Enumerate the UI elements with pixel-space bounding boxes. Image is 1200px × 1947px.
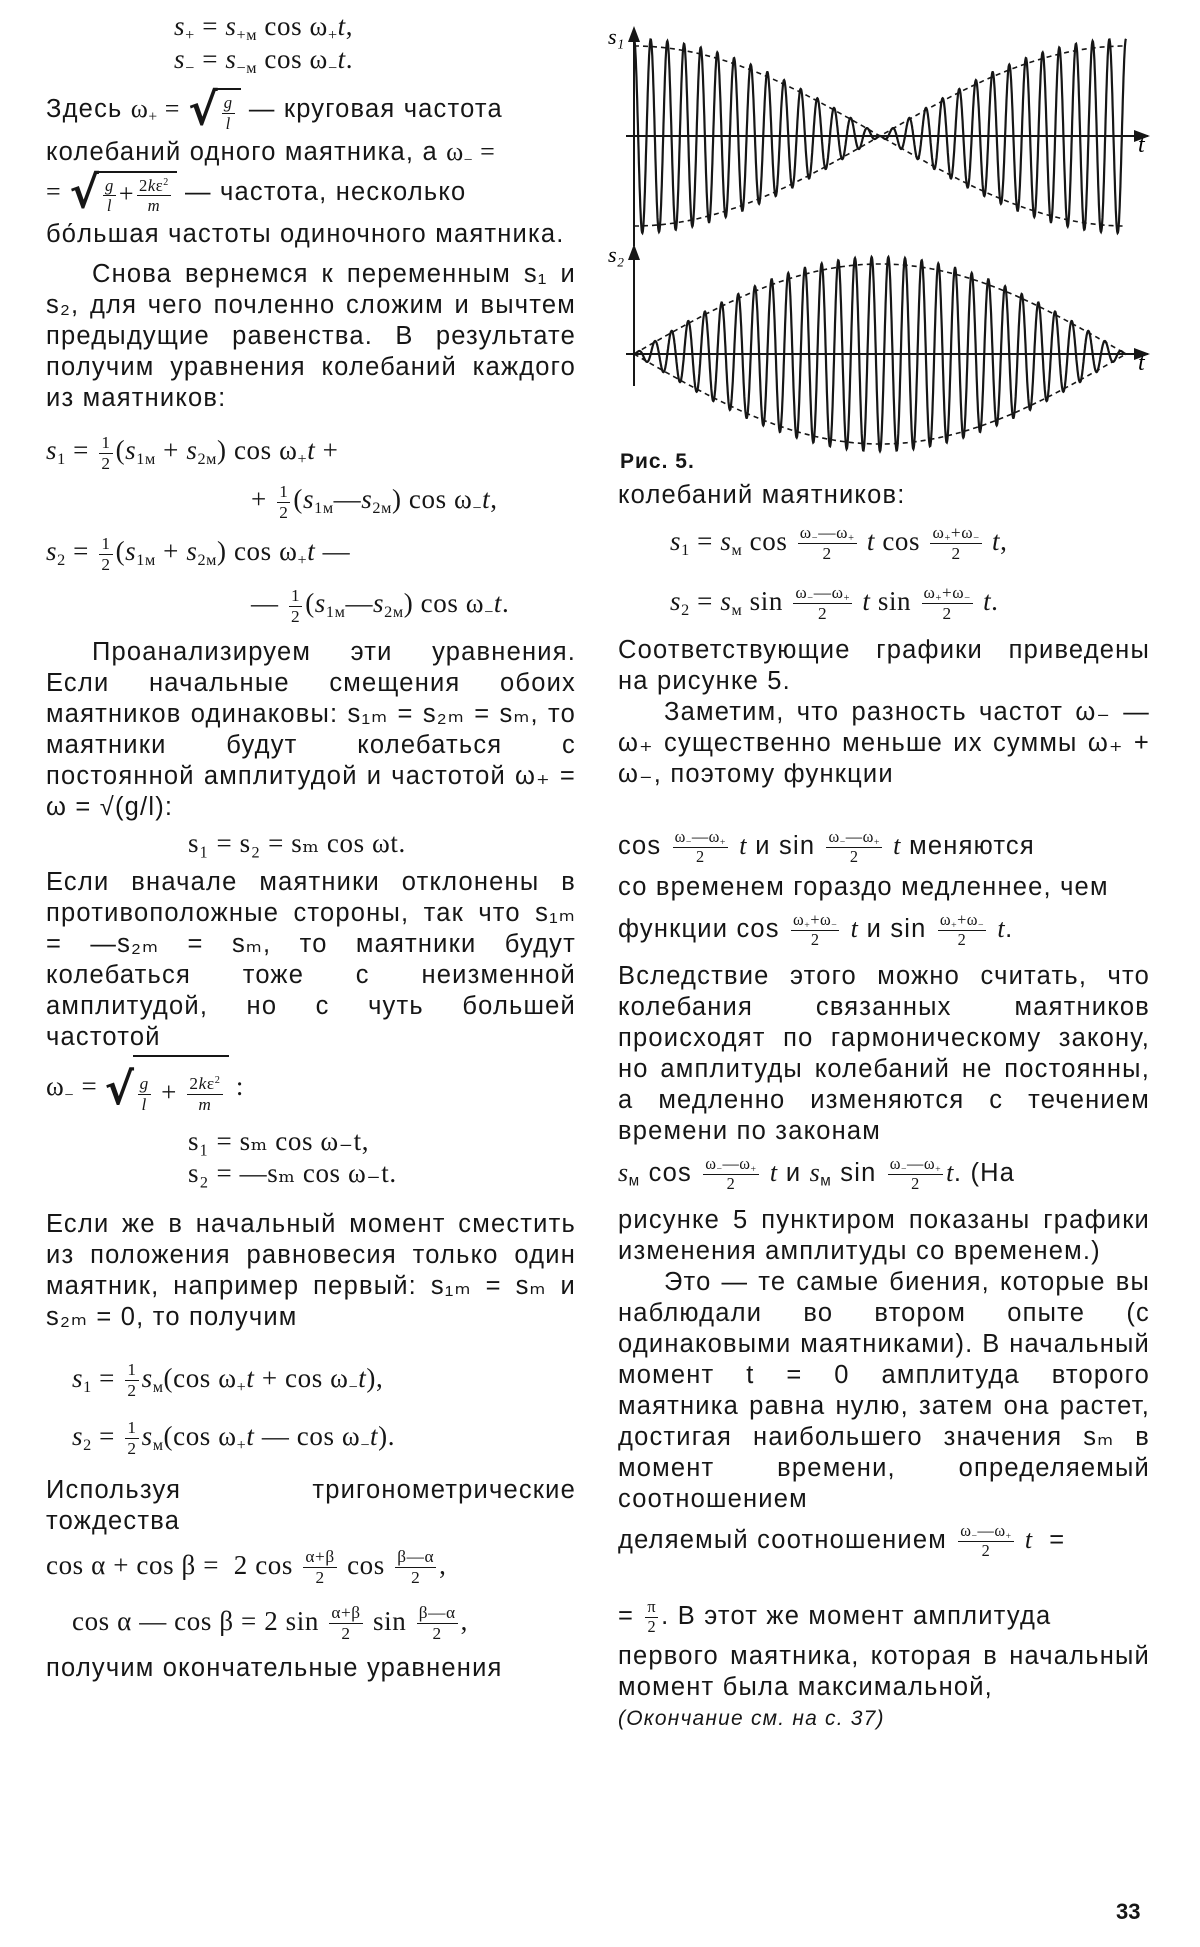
paren-open: (На <box>970 1159 1016 1187</box>
paragraph-dashed-lines: рисунке 5 пунктиром показаны графики изменения амплитуды со временем.) <box>618 1206 1150 1265</box>
equation-single-s2: $s_2$ = $\frac{1}{2}$ $s_м(\cos$ $\omega_+t$ — $\cos \omega_-t$). <box>72 1418 396 1458</box>
plot-s2 <box>626 244 1150 451</box>
axis-label-s2: s₂ <box>608 242 625 267</box>
figure-caption: Рис. 5. <box>620 450 695 473</box>
equation-final-s1: $s_1 = s_м$ cos $\frac{\omega_-—\omega_+}{2}$ t cos $\frac{\omega_++\omega_-}{2}$ t, <box>670 523 1008 564</box>
equation-s2-line1: $s_2$ = $\frac{1}{2}$ $(s_{1м} + s_{2м})$ $\cos \omega_+t$ — <box>46 533 351 574</box>
paragraph-graphs: Соответствующие графики приведены на рисунке 5. <box>618 636 1150 695</box>
identity-cos-sum: cos α + cos β = 2 cos $\frac{\alpha+\beta}{2}$ cos $\frac{\beta—\alpha}{2}$ , <box>46 1547 447 1587</box>
left-column <box>46 10 576 1684</box>
equation-s-plus: $s_+ = s_{+м}$ $\cos \omega_+t$, <box>174 11 354 44</box>
equation-s1-line2: + $\frac{1}{2}$ $(s_{1м}—s_{2м})$ $\cos \omega_-t$, <box>251 481 498 522</box>
paragraph-trig-identities: Используя тригонометрические тождества <box>46 1475 576 1535</box>
right-column <box>608 10 1150 1731</box>
paragraph-analysis: Проанализируем эти уравнения. Если начальные смещения обоих маятников одинаковы: s₁ₘ = s₂ₘ = sₘ, то маятники будут колебаться с постоянной амплитудой и частотой ω₊ = ω = √(g/l): <box>46 638 576 822</box>
omega-minus-formula: $\omega_-$ = √ $\frac{g}{l}$ + $\frac{2k\varepsilon^2}{m}$ : <box>46 1053 576 1124</box>
axis-label-s1: s₁ <box>608 24 625 49</box>
paragraph-final-equations: получим окончательные уравнения <box>46 1653 503 1682</box>
equation-s-minus: $s_- = s_{-м}$ $\cos \omega_-t$. <box>174 44 354 77</box>
identity-cos-diff: cos α — cos β = 2 sin $\frac{\alpha+\beta}{2}$ sin $\frac{\beta—\alpha}{2}$ , <box>72 1603 468 1643</box>
figure-5-beats <box>608 10 1150 442</box>
paragraph-frequency-difference: Заметим, что разность частот ω₋ — ω₊ существенно меньше их суммы ω₊ + ω₋, поэтому функции <box>618 698 1150 788</box>
equation-final-s2: $s_2 = s_м$ sin $\frac{\omega_-—\omega_+}{2}$ t sin $\frac{\omega_++\omega_-}{2}$ t. <box>670 583 999 624</box>
envelope-lower <box>634 354 1126 444</box>
paragraph-single-pendulum: Если же в начальный момент сместить из положения равновесия только один маятник, например первый: s₁ₘ = sₘ и s₂ₘ = 0, то получим <box>46 1209 576 1331</box>
omega-plus-definition: Здесь $\omega_+$ = √ $\frac{g}{l}$ — круговая частота колебаний одного маятника, а $\omega_-$ = = √ $\frac{g}{l}$ + $\frac{2k\varepsilon^2}{m}$ — частота, несколько бо́льшая частоты одиночного маятника. <box>46 84 565 249</box>
paragraph-opposite-displacement: Если вначале маятники отклонены в противоположные стороны, так что s₁ₘ = —s₂ₘ = sₘ, то маятники будут колебаться тоже с неизменной амплитудой, но с чуть большей частотой <box>46 868 576 1052</box>
equation-antiphase-s1: s₁ = sₘ cos ω₋t, <box>188 1125 370 1156</box>
equation-equal-displacement: s₁ = s₂ = sₘ cos ωt. <box>188 828 406 859</box>
paragraph-first-pendulum: первого маятника, которая в начальный момент была максимальной, <box>618 1642 1150 1701</box>
paragraph-harmonic-law: Вследствие этого можно считать, что колебания связанных маятников происходят по гармоническому закону, но амплитуды колебаний не постоянны, а медленно изменяются с течением времени по законам <box>618 962 1150 1145</box>
paragraph-slower: со временем гораздо медленнее, чем <box>618 873 1109 901</box>
time-condition-line: деляемый соотношением $\frac{\omega_-—\omega_+}{2}$ t = <box>618 1521 1066 1560</box>
axis-label-t-2: t <box>1138 350 1145 376</box>
plot-s1 <box>626 26 1150 246</box>
value-axis-arrow <box>628 244 640 260</box>
equation-s1-line1: $s_1$ = $\frac{1}{2}$ $(s_{1м} + s_{2м})$ $\cos \omega_+t$ + <box>46 432 339 473</box>
envelope-upper <box>634 46 1126 136</box>
axis-label-t-1: t <box>1138 132 1145 158</box>
equation-s2-line2: — $\frac{1}{2}$ $(s_{1м}—s_{2м})$ $\cos \omega_-t$. <box>251 585 510 626</box>
slow-functions-line: cos $\frac{\omega_-—\omega_+}{2}$ t и sin $\frac{\omega_-—\omega_+}{2}$ t меняются <box>618 827 1035 866</box>
page-number: 33 <box>1116 1899 1141 1924</box>
paragraph-return-to-variables: Снова вернемся к переменным s₁ и s₂, для чего почленно сложим и вычтем предыдущие равенства. В результате получим уравнения колебаний каждого из маятников: <box>46 260 576 413</box>
continuation-note: (Окончание см. на с. 37) <box>618 1707 885 1730</box>
equation-antiphase-s2: s₂ = —sₘ cos ω₋t. <box>188 1157 397 1188</box>
paragraph-oscillations: колебаний маятников: <box>618 481 906 509</box>
equation-single-s1: $s_1$ = $\frac{1}{2}$ $s_м(\cos$ $\omega_+t + \cos \omega_-t$), <box>72 1360 384 1400</box>
amplitude-laws-line: $s_м$ cos $\frac{\omega_-—\omega_+}{2}$ t и $s_м$ sin $\frac{\omega_-—\omega_+}{2}$ t. (На <box>618 1154 1016 1193</box>
fast-functions-line: функции cos $\frac{\omega_++\omega_-}{2}$ t и sin $\frac{\omega_++\omega_-}{2}$ t. <box>618 910 1014 949</box>
paragraph-beats: Это — те самые биения, которые вы наблюдали во втором опыте (с одинаковыми маятниками). В начальный момент t = 0 амплитуда второго маятника равна нулю, затем она растет, достигая наибольшего значения sₘ в момент времени, определяемый соотношением <box>618 1268 1150 1513</box>
pi-over-two-line: = $\frac{\pi}{2}$ . В этот же момент амплитуда <box>618 1597 1052 1636</box>
